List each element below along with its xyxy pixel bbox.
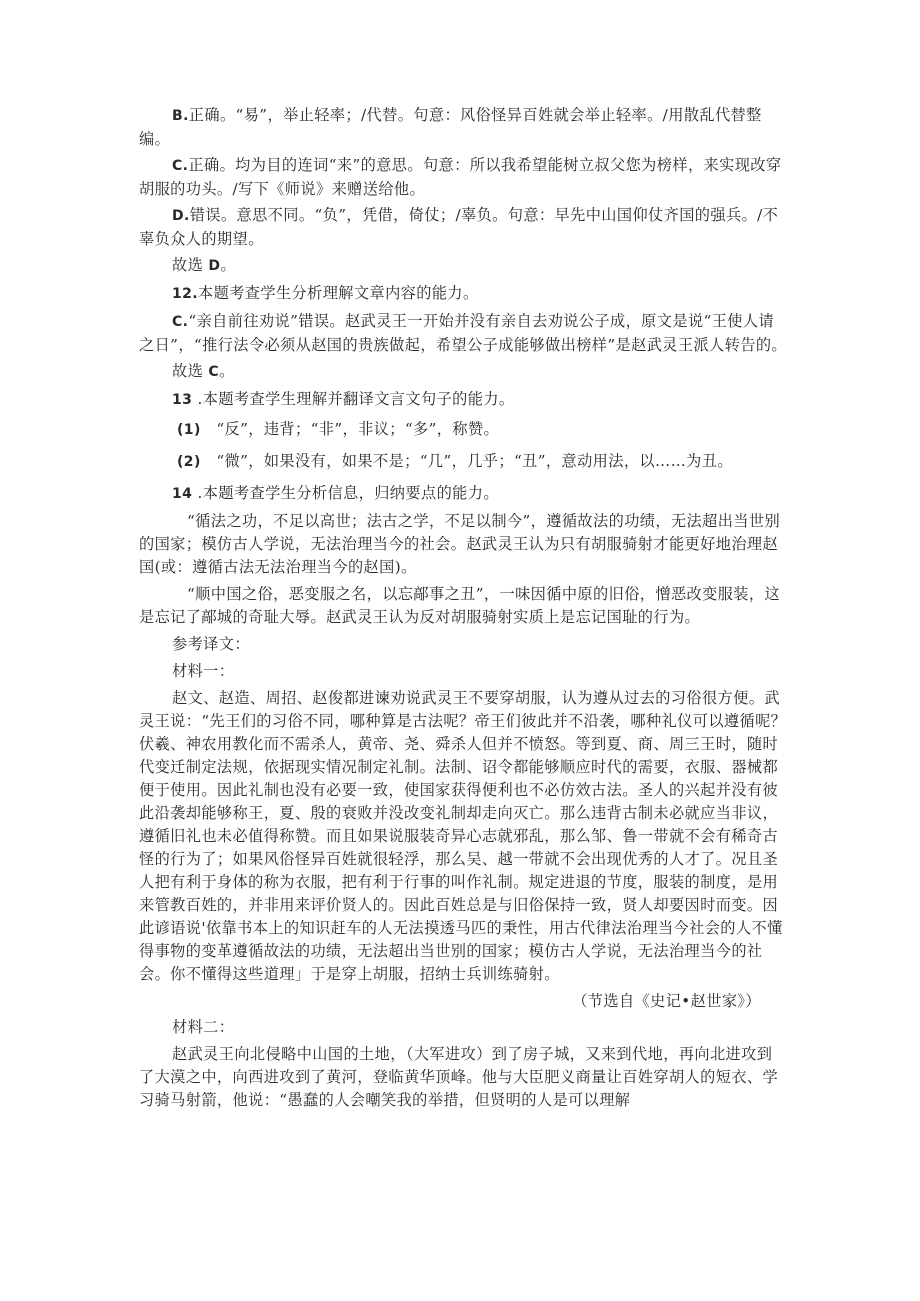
q11-option-d <box>139 204 787 251</box>
answer-prefix: 故选 <box>172 362 209 380</box>
question-number: 13 <box>172 392 193 408</box>
option-c-text: “亲自前往劝说”错误。赵武灵王一开始并没有亲自去劝说公子成，原文是说“王使人请之日”，“推行法令必须从赵国的贵族做起，希望公子成能够做出榜样”是赵武灵王派人转告的。 <box>139 312 787 354</box>
q12-intro <box>139 282 787 306</box>
answer-suffix: 。 <box>219 362 235 380</box>
option-b-marker: B. <box>172 108 189 124</box>
q13-sentence-2 <box>139 450 787 474</box>
q12-option-c <box>139 310 787 357</box>
sentence-number: (2) <box>177 454 201 470</box>
answer-letter: D <box>208 258 221 274</box>
answer-explanation-body <box>139 104 787 1116</box>
q13-intro <box>139 388 787 412</box>
answer-prefix: 故选 <box>172 256 209 274</box>
material-1-text: 赵文、赵造、周招、赵俊都进谏劝说武灵王不要穿胡服，认为遵从过去的习俗很方便。武灵王说：“先王们的习俗不同，哪种算是古法呢？帝王们彼此并不沿袭，哪种礼仪可以遵循呢？伏羲、神农用教化而不需杀人，黄帝、尧、舜杀人但并不愤怒。等到夏、商、周三王时，随时代变迁制定法规，依据现实情况制定礼制。法制、诏令都能够顺应时代的需要，衣服、器械都便于使用。因此礼制也没有必要一致，使国家获得便利也不必仿效古法。圣人的兴起并没有彼此沿袭却能够称王，夏、殷的衰败并没改变礼制却走向灭亡。那么违背古制未必就应当非议，遵循旧礼也未必值得称赞。而且如果说服装奇异心志就邪乱，那么邹、鲁一带就不会有稀奇古怪的行为了；如果风俗怪异百姓就很轻浮，那么吴、越一带就不会出现优秀的人才了。况且圣人把有利于身体的称为衣服，把有利于行事的叫作礼制。规定进退的节度，服装的制度，是用来管教百姓的，并非用来评价贤人的。因此百姓总是与旧俗保持一致，贤人却要因时而变。因此谚语说'依靠书本上的知识赶车的人无法摸透马匹的秉性，用古代律法治理当今社会的人不懂得事物的变革遵循故法的功绩，无法超出当世别的国家；模仿古人学说，无法治理当今的社会。你不懂得这些道理」于是穿上胡服，招纳士兵训练骑射。 <box>139 689 787 983</box>
question-number: 12. <box>172 286 199 302</box>
option-b-text: 正确。“易”，举止轻率；/代替。句意：风俗怪异百姓就会举止轻率。/用散乱代替整编。 <box>139 106 762 148</box>
q11-option-b <box>139 104 787 151</box>
sentence-text: “反”，违背；“非”，非议；“多”，称赞。 <box>200 420 500 438</box>
answer-suffix: 。 <box>220 256 237 274</box>
option-d-text: 错误。意思不同。“负”，凭借，倚仗；/辜负。句意：早先中山国仰仗齐国的强兵。/不辜负众人的期望。 <box>139 206 779 248</box>
option-c-marker: C. <box>172 314 189 330</box>
q14-point-2: “顺中国之俗，恶变服之名，以忘鄗事之丑”，一味因循中原的旧俗，憎恶改变服装，这是忘记了鄗城的奇耻大辱。赵武灵王认为反对胡服骑射实质上是忘记国耻的行为。 <box>139 585 781 626</box>
question-intro: .本题考查学生理解并翻译文言文句子的能力。 <box>192 390 515 408</box>
question-intro: 本题考查学生分析理解文章内容的能力。 <box>198 284 479 302</box>
translation-heading: 参考译文： <box>172 635 250 653</box>
material-2-title: 材料二： <box>172 1018 235 1036</box>
option-c-text: 正确。均为目的连词“来”的意思。句意：所以我希望能树立叔父您为榜样，来实现改穿胡服的功头。/写下《师说》来赠送给他。 <box>139 156 782 198</box>
material-1-source: （节选自《史记•赵世家》） <box>572 992 761 1010</box>
option-d-marker: D. <box>172 208 190 224</box>
q13-sentence-1 <box>139 418 787 442</box>
q14-point-1: “循法之功，不足以高世；法古之学，不足以制今”，遵循故法的功绩，无法超出当世别的国家；模仿古人学说，无法治理当今的社会。赵武灵王认为只有胡服骑射才能更好地治理赵国(或：遵循古法无法治理当今的赵国)。 <box>139 512 781 576</box>
question-intro: .本题考查学生分析信息，归纳要点的能力。 <box>192 484 499 502</box>
sentence-text: “微”，如果没有，如果不是；“几”，几乎；“丑”，意动用法，以……为丑。 <box>200 452 733 470</box>
material-1-title: 材料一： <box>172 662 235 680</box>
option-c-marker: C. <box>172 158 189 174</box>
q11-answer <box>139 254 787 278</box>
q11-option-c <box>139 154 787 201</box>
material-2-text: 赵武灵王向北侵略中山国的土地，（大军进攻）到了房子城，又来到代地，再向北进攻到了大漠之中，向西进攻到了黄河，登临黄华顶峰。他与大臣肥义商量让百姓穿胡人的短衣、学习骑马射箭，他说：“愚蠢的人会嘲笑我的举措，但贤明的人是可以理解 <box>139 1045 779 1109</box>
question-number: 14 <box>172 486 193 502</box>
q14-intro <box>139 482 787 506</box>
sentence-number: (1) <box>177 422 201 438</box>
q12-answer <box>139 360 787 384</box>
answer-letter: C <box>208 364 220 380</box>
